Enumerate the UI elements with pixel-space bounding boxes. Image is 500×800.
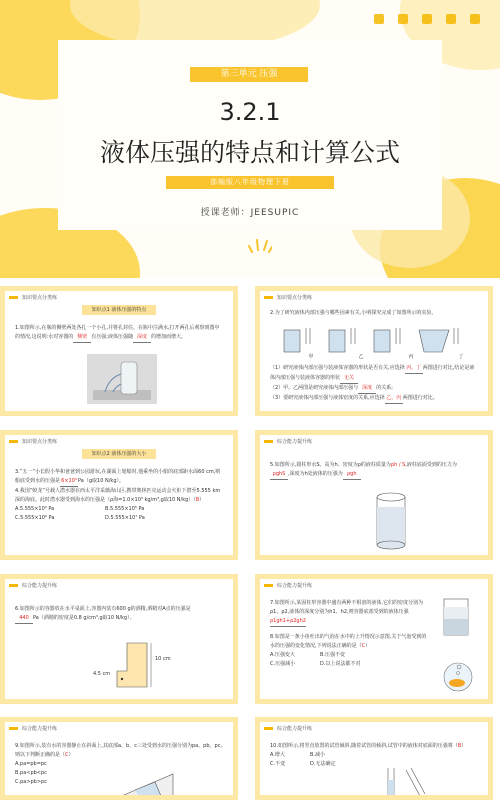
briefcase-icon [446,14,456,24]
figure-label: 乙 [358,354,364,360]
slide-thumbnail[interactable] [255,286,493,416]
question-part: 9.如图所示,装有水的容器静止在斜面上,其底部a、b、c三处受到水的压强分别为pa、pb、pc,则以下判断正确的是（ [15,743,223,758]
slide-header [260,291,488,303]
slide-header-label: 综合能力提升练 [22,725,58,732]
figure-label: 丙 [408,354,414,360]
question-part: ,液柱底面受到的压力为 [405,462,457,468]
option: B.pa<pb<pc [15,770,47,776]
option: A.增大 [270,752,285,758]
dimension-label: 4.5 cm [93,671,111,677]
slide-header [5,722,233,734]
question-part: 4.我国“蛟龙”号载人潜水器在西太平洋采薇海山区,携带奥林匹克运动会火炬下潜至5.555 km深的海底。此时潜水器受到海水的压强是（ρ海=1.0×10³ kg/m³,g取10 N/kg） [15,488,221,503]
slide-header-label: 知识要点分类练 [22,438,58,445]
slide-header-label: 综合能力提升练 [277,438,313,445]
slide-header [5,435,233,447]
answer-blank: ρghS [270,470,288,480]
header-bar-icon [264,727,273,730]
slide-header-label: 知识要点分类练 [277,294,313,301]
slide-thumbnail[interactable] [0,430,238,560]
option: B.5.555×10⁵ Pa [105,506,145,512]
answer-fraction: ρh / S [390,462,406,468]
option: A.5.555×10⁴ Pa [15,506,55,512]
calculator-icon [470,14,480,24]
container-figure [105,639,175,689]
slide-header [260,579,488,591]
experiment-figure [274,322,484,356]
question-part: （2）甲、乙两图是研究液体内部压强与 [270,385,359,391]
slide-header-label: 综合能力提升练 [22,582,58,589]
question-text [260,447,488,483]
cup-icon [398,14,408,24]
question-part: （3）要研究液体内部压强与液体密度的关系,应选择 [270,395,385,401]
answer-blank: 侧壁 [73,333,91,343]
option: D.以上说法都不对 [320,661,361,667]
toolbar-icons [374,14,480,24]
answer-blank: 440 [15,614,33,624]
slide-thumbnail[interactable] [255,430,493,560]
question-part: 1.如图所示,在瓶的侧壁两处各扎一个小孔,并将孔封住。在瓶中注满水,打开两孔后观察到图中的情况,这说明:水对容器的 [15,325,220,340]
header-bar-icon [264,440,273,443]
question-part: 7.如图所示,某固柱形容器中盛有两种不相溶的液体,它们的密度分别为ρ1、ρ2,液体的深度分别为h1、h2,则容器底部受到的液体压强 [270,600,423,615]
sun-rays-icon [248,238,272,254]
answer-blank: 丙、丁 [405,364,423,374]
question-part: 10.如图所示,将竖直放置的试管倾斜,随着试管的倾斜,试管中的液体对底面的压强将（ [270,743,458,749]
question-text [5,591,233,627]
slide-thumbnail[interactable] [255,574,493,704]
question-subparts [260,361,488,407]
option: C.压强减小 [270,661,296,667]
question-part: 有压强;液体压强随 [91,334,133,340]
knowledge-tag: 知识点1 液体压强的特点 [82,305,156,315]
figure-label: 甲 [308,354,314,360]
answer-choice: B [457,743,462,749]
slide-header [5,579,233,591]
slide-header [5,291,233,303]
fish-bubble-figure [438,655,478,693]
question-part: 5.如图所示,圆柱形水S、高为h、密度为ρ的液柱质量为 [270,462,391,468]
slide-thumbnail[interactable] [0,574,238,704]
question-part: （1）研究液体内部压强与装液体容器的形状是否有关,应选择 [270,365,405,371]
header-bar-icon [264,296,273,299]
option: B.减小 [310,752,326,758]
option: A.压强变大 [270,652,295,658]
answer-blank: 乙、丙 [385,394,403,404]
question-part: 6.如图所示的容器放在水平桌面上,容器内装有600 g的酒精,酒精对A点的压强是 [15,606,191,612]
question-part: 3.“五一”小长假小华和爸爸到公园游玩,在湖面上划船时,他乘坐的小船的底部距水面60 cm,则船底受到水的压强是 [15,469,221,484]
answer-blank: ρ1gh1+ρ2gh2 [270,617,306,627]
option: D.5.555×10⁷ Pa [105,515,145,521]
book-icon [422,14,432,24]
question-part: 的关系; [376,385,393,391]
slide-header-label: 知识要点分类练 [22,294,58,301]
answer-blank: 深度 [133,333,151,343]
slide-header [260,435,488,447]
section-number: 3.2.1 [219,98,281,126]
slide-thumbnail[interactable] [0,286,238,416]
answer-choice: B [195,497,200,503]
page-title: 液体压强的特点和计算公式 [99,138,400,167]
question-text: 2.为了研究液体内部压强与哪些因素有关,小明探究完成了如图所示的实验。 [270,310,437,316]
header-bar-icon [9,584,18,587]
option: C.pa>pb>pc [15,779,47,785]
question-part: ,深度为h处液体的压强为 [288,471,343,477]
header-bar-icon [264,584,273,587]
question-part: 8.如图是一条小鱼吐出的气泡在水中的上升情况示意图,关于气泡受到的水的压强的变化情况,下列说法正确的是（ [270,634,427,649]
option: B.压强不变 [320,652,346,658]
figure-labels [286,353,486,360]
answer-blank: 6×10³ [60,477,78,487]
header-bar-icon [9,296,18,299]
option: D.无法确定 [310,761,336,767]
question-part: 的增加而增大。 [150,334,186,340]
question-text: 9.如图所示,装有水的容器静止在斜面上,其底部a、b、c三处受到水的压强分别为pa、pb、pc,则以下判断正确的是（C） A.pa=pb=pc B.pa<pb<pc C.pa>pb>pc [15,743,223,785]
answer-blank: 无关 [340,374,358,384]
teacher-label: 授课老师：JEESUPIC [200,208,300,218]
question-part: 两图进行对比。 [402,395,438,401]
option: A.pa=pb=pc [15,761,47,767]
cylinder-figure [366,491,416,553]
option: C.5.555×10⁶ Pa [15,515,55,521]
cover-slide [0,0,500,278]
answer-choice: C [65,752,69,758]
question-text: 3.“五一”小长假小华和爸爸到公园游玩,在湖面上划船时,他乘坐的小船的底部距水面60 cm,则船底受到水的压强是6×10³Pa（g取10 N/kg）。 4.我国“蛟龙”号载人潜水器在西太平洋采薇海山区,携带奥林匹克运动会火炬下潜至5.555 km深的海底。此时潜水器受到海水的压强是（ρ海=1.0×10³ kg/m³,g取10 N/kg）（B） A.5.555×10⁴ Pa B.5.555×10⁵ Pa C.5.555×10⁶ Pa D.5.555×10⁷ Pa [15,469,221,521]
slide-header [260,722,488,734]
option: C.不变 [270,761,286,767]
question-part: 两图进行对比,结论是液体内部压强与装液体容器的形状 [270,365,475,381]
figure-label: 丁 [458,354,464,360]
incline-container-figure [115,766,175,800]
rocket-icon [374,14,384,24]
bottle-photo [87,354,157,404]
header-bar-icon [9,727,18,730]
question-text: 8.如图是一条小鱼吐出的气泡在水中的上升情况示意图,关于气泡受到的水的压强的变化情况,下列说法正确的是（C） A.压强变大 B.压强不变 C.压强减小 D.以上说法都不对 [270,634,427,667]
header-bar-icon [9,440,18,443]
test-tube-figure [380,766,430,800]
question-part: Pa（酒精的密度是0.8 g/cm³,g取10 N/kg）。 [33,615,135,621]
course-label: 部编版八年级物理下册 [166,176,334,189]
slide-thumbnail[interactable] [255,717,493,800]
dimension-label: 10 cm [155,656,171,662]
unit-label: 第三单元 压强 [190,67,308,82]
answer-blank: 深度 [358,384,376,394]
answer-choice: C [361,643,366,649]
answer-blank: ρgh [343,470,361,480]
question-part: Pa（g取10 N/kg）。 [78,478,124,484]
question-text [5,321,233,346]
layered-liquid-figure [438,595,478,637]
slide-header-label: 综合能力提升练 [277,582,313,589]
slide-header-label: 综合能力提升练 [277,725,313,732]
question-text: 10.如图所示,将竖直放置的试管倾斜,随着试管的倾斜,试管中的液体对底面的压强将（B） A.增大 B.减小 C.不变 D.无法确定 [270,743,467,767]
slide-thumbnail[interactable] [0,717,238,800]
knowledge-tag: 知识点2 液体压强的大小 [82,449,156,459]
